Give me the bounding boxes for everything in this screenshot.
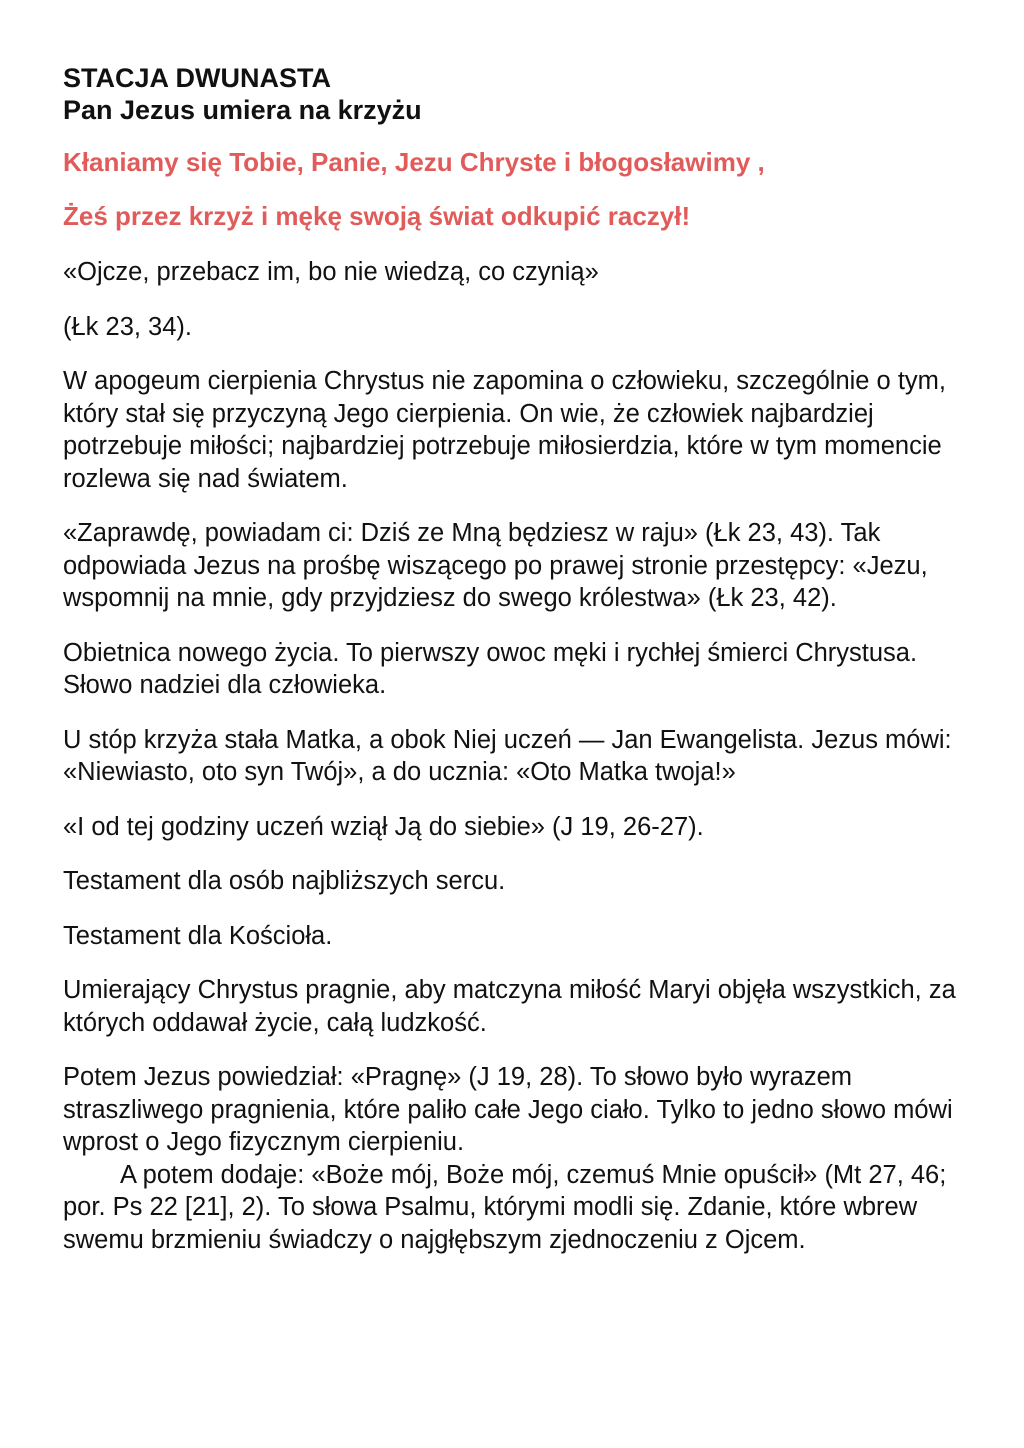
body-paragraph-umierajacy: Umierający Chrystus pragnie, aby matczyna miłość Maryi objęła wszystkich, za których oddawał życie, całą ludzkość.	[63, 976, 956, 1037]
station-heading: STACJA DWUNASTA	[63, 63, 331, 93]
body-paragraph-apogeum: W apogeum cierpienia Chrystus nie zapomina o człowieku, szczególnie o tym, który stał się przyczyną Jego cierpienia. On wie, że człowiek najbardziej potrzebuje miłości; najbardziej potrzebuje miłosierdzia, które w tym momencie rozlewa się nad światem.	[63, 367, 946, 493]
body-paragraph-obietnica: Obietnica nowego życia. To pierwszy owoc męki i rychłej śmierci Chrystusa. Słowo nadziei dla człowieka.	[63, 638, 918, 699]
body-paragraph-zaprawde: «Zaprawdę, powiadam ci: Dziś ze Mną będziesz w raju» (Łk 23, 43). Tak odpowiada Jezus na prośbę wiszącego po prawej stronie przestępcy: «Jezu, wspomnij na mnie, gdy przyjdziesz do swego królestwa» (Łk 23, 42).	[63, 519, 928, 612]
body-paragraph-testament-kosciola: Testament dla Kościoła.	[63, 921, 333, 950]
document-page	[63, 62, 988, 1256]
invocation-line-2: Żeś przez krzyż i mękę swoją świat odkupić raczył!	[63, 201, 691, 231]
body-paragraph-pragne: Potem Jezus powiedział: «Pragnę» (J 19, 28). To słowo było wyrazem straszliwego pragnienia, które paliło całe Jego ciało. Tylko to jedno słowo mówi wprost o Jego fizycznym cierpieniu.	[63, 1063, 953, 1156]
quote-reference: (Łk 23, 34).	[63, 312, 192, 341]
quote-paragraph: «Ojcze, przebacz im, bo nie wiedzą, co czynią»	[63, 258, 599, 286]
body-paragraph-boze-moj: A potem dodaje: «Boże mój, Boże mój, czemuś Mnie opuścił» (Mt 27, 46; por. Ps 22 [21], 2). To słowa Psalmu, którymi modli się. Zdanie, które wbrew swemu brzmieniu świadczy o najgłębszym zjednoczeniu z Ojcem.	[63, 1160, 947, 1254]
body-paragraph-u-stop-krzyza: U stóp krzyża stała Matka, a obok Niej uczeń — Jan Ewangelista. Jezus mówi: «Niewiasto, oto syn Twój», a do ucznia: «Oto Matka twoja!»	[63, 725, 952, 786]
body-paragraph-testament-najblizszych: Testament dla osób najbliższych sercu.	[63, 867, 506, 895]
invocation-line-1: Kłaniamy się Tobie, Panie, Jezu Chryste i błogosławimy ,	[63, 147, 765, 177]
station-title: Pan Jezus umiera na krzyżu	[63, 95, 422, 125]
body-paragraph-od-tej-godziny: «I od tej godziny uczeń wziął Ją do siebie» (J 19, 26-27).	[63, 812, 704, 841]
